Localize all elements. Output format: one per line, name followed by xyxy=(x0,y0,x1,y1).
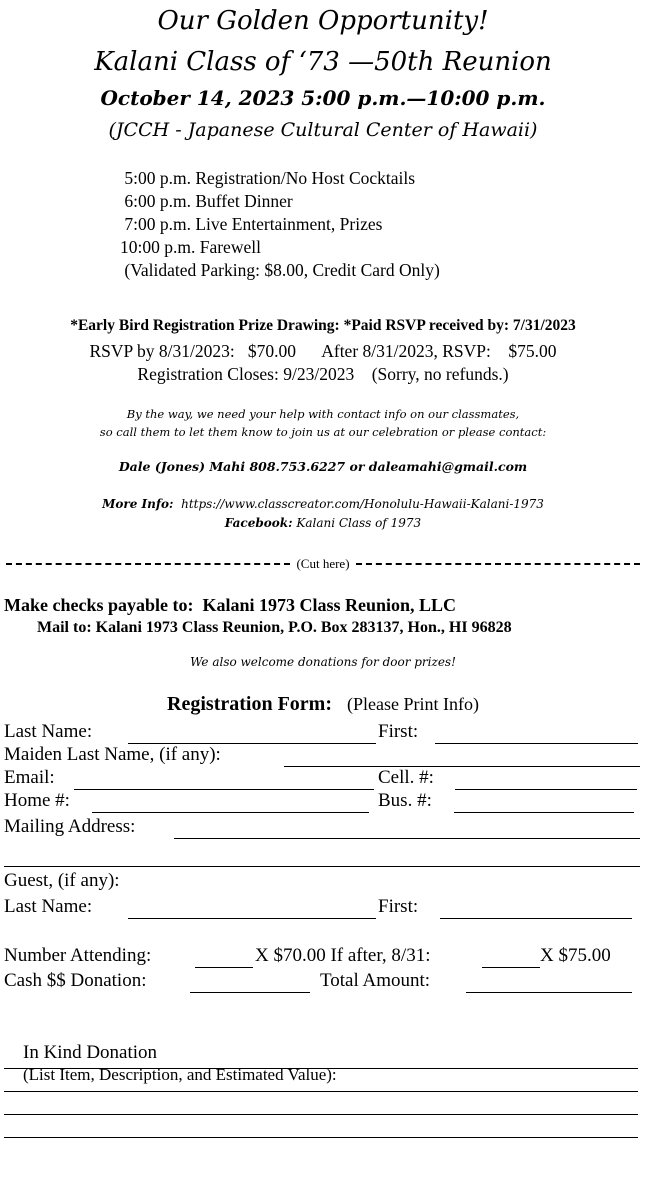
row-cash xyxy=(4,970,642,994)
first-name-label: First: xyxy=(378,721,419,742)
home-phone-label: Home #: xyxy=(4,790,70,811)
reunion-title: Kalani Class of ‘73 —50th Reunion xyxy=(94,47,552,77)
guest-last-name-field[interactable] xyxy=(128,918,376,919)
row-email xyxy=(4,767,642,791)
row-maiden xyxy=(4,744,642,768)
guest-first-name-label: First: xyxy=(378,896,419,917)
row-guest-name xyxy=(4,896,642,920)
in-kind-line-3[interactable] xyxy=(4,1114,638,1115)
last-name-label: Last Name: xyxy=(4,721,93,742)
cash-donation-field[interactable] xyxy=(190,992,310,993)
more-info xyxy=(0,497,646,511)
facebook-label: Facebook: xyxy=(224,516,293,530)
row-mailing xyxy=(4,816,642,840)
home-phone-field[interactable] xyxy=(92,812,369,813)
cash-donation-label: Cash $$ Donation: xyxy=(4,970,147,991)
schedule-item: 6:00 p.m. Buffet Dinner xyxy=(120,191,293,211)
facebook-info xyxy=(0,516,646,530)
schedule-item: 10:00 p.m. Farewell xyxy=(120,237,261,257)
price-label-2: X $75.00 xyxy=(540,945,611,966)
in-kind-label: In Kind Donation xyxy=(23,1042,158,1063)
number-attending-late-field[interactable] xyxy=(482,967,540,968)
price-label-1: X $70.00 If after, 8/31: xyxy=(255,945,431,966)
row-name xyxy=(4,721,642,745)
help-text-2: so call them to let them know to join us at our celebration or please contact: xyxy=(99,425,547,439)
schedule-item: 7:00 p.m. Live Entertainment, Prizes xyxy=(120,214,383,234)
form-subtitle: (Please Print Info) xyxy=(346,694,479,714)
rsvp-pricing: RSVP by 8/31/2023: $70.00 After 8/31/2023, RSVP: $75.00 xyxy=(89,341,557,361)
headline: Our Golden Opportunity! xyxy=(157,6,489,36)
mailing-address-field-2[interactable] xyxy=(4,866,640,867)
schedule-item: 5:00 p.m. Registration/No Host Cocktails xyxy=(120,168,416,188)
cut-label: (Cut here) xyxy=(296,556,350,571)
row-home xyxy=(4,790,642,814)
dash-divider-right xyxy=(356,563,640,565)
help-text-1: By the way, we need your help with contact info on our classmates, xyxy=(126,407,520,421)
form-title-label: Registration Form: xyxy=(167,693,332,715)
checks-payable: Make checks payable to: Kalani 1973 Class Reunion, LLC xyxy=(4,595,457,615)
registration-closes: Registration Closes: 9/23/2023 (Sorry, no refunds.) xyxy=(137,364,509,384)
facebook-value: Kalani Class of 1973 xyxy=(296,516,422,530)
in-kind-donation xyxy=(4,1020,337,1108)
mailing-address-label: Mailing Address: xyxy=(4,816,136,837)
number-attending-field[interactable] xyxy=(195,967,253,968)
guest-first-name-field[interactable] xyxy=(440,918,632,919)
row-attending xyxy=(4,945,642,969)
more-info-label: More Info: xyxy=(102,497,174,511)
mail-to: Mail to: Kalani 1973 Class Reunion, P.O. Box 283137, Hon., HI 96828 xyxy=(37,619,512,636)
in-kind-note: (List Item, Description, and Estimated Value): xyxy=(23,1065,337,1084)
in-kind-line-4[interactable] xyxy=(4,1137,638,1138)
number-attending-label: Number Attending: xyxy=(4,945,152,966)
contact-info: Dale (Jones) Mahi 808.753.6227 or daleamahi@gmail.com xyxy=(118,459,528,474)
guest-last-name-label: Last Name: xyxy=(4,896,93,917)
cell-label: Cell. #: xyxy=(378,767,434,788)
row-guest xyxy=(4,870,642,894)
mailing-address-field[interactable] xyxy=(174,838,640,839)
event-date: October 14, 2023 5:00 p.m.—10:00 p.m. xyxy=(100,86,546,110)
guest-label: Guest, (if any): xyxy=(4,870,120,891)
email-label: Email: xyxy=(4,767,55,788)
schedule xyxy=(120,167,440,282)
in-kind-line-2[interactable] xyxy=(4,1091,638,1092)
form-title xyxy=(0,693,646,716)
bus-phone-field[interactable] xyxy=(454,812,634,813)
total-amount-field[interactable] xyxy=(466,992,632,993)
more-info-link[interactable]: https://www.classcreator.com/Honolulu-Hawaii-Kalani-1973 xyxy=(181,497,544,511)
cut-line xyxy=(0,556,646,572)
in-kind-line-1[interactable] xyxy=(4,1068,638,1069)
total-amount-label: Total Amount: xyxy=(320,970,431,991)
early-bird-note: *Early Bird Registration Prize Drawing: *Paid RSVP received by: 7/31/2023 xyxy=(70,317,576,334)
event-venue: (JCCH - Japanese Cultural Center of Hawaii) xyxy=(108,119,538,141)
bus-phone-label: Bus. #: xyxy=(378,790,432,811)
donations-note: We also welcome donations for door prizes! xyxy=(190,655,456,669)
maiden-name-label: Maiden Last Name, (if any): xyxy=(4,744,221,765)
schedule-item: (Validated Parking: $8.00, Credit Card Only) xyxy=(120,260,440,280)
dash-divider-left xyxy=(6,563,290,565)
